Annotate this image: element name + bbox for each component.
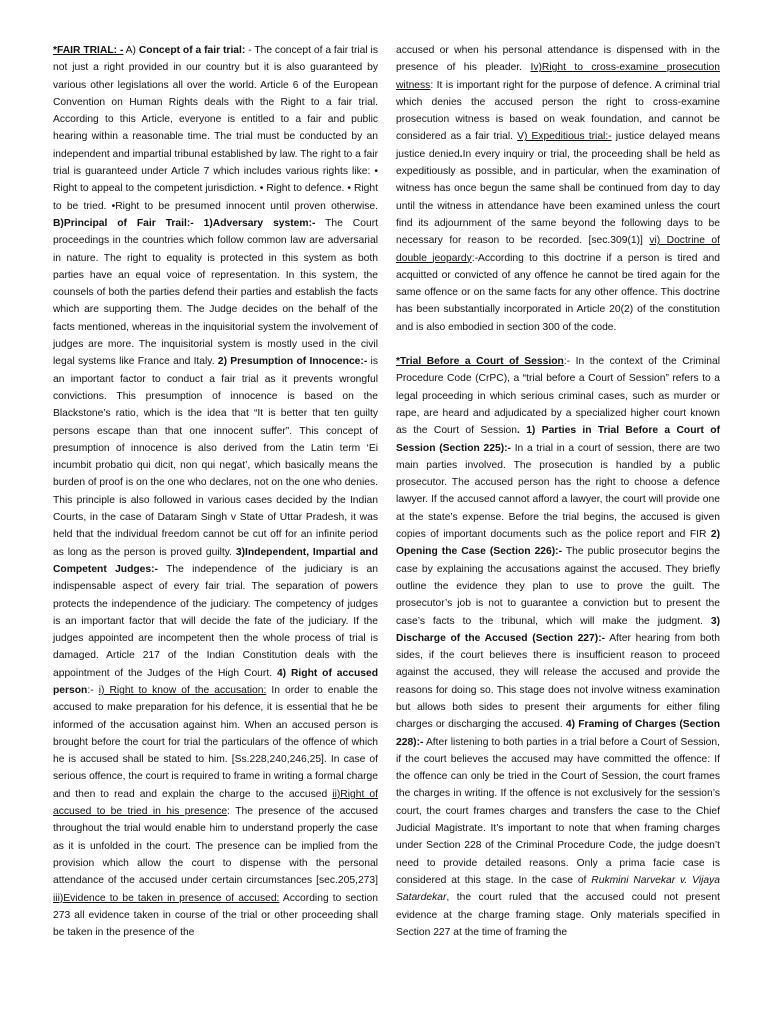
text-run: - The concept of a fair trial is not just a right provided in our country but it is also guaranteed by various other legislations all over the world. Article 6 of the European Convention on Human Rights deals with the Right to a fair trial. According to this Article, everyone is entitled to a fair and public hearing within a reasonable time. The trial must be conducted by an independent and impartial tribunal established by law. The right to a fair trial is guaranteed under Article 7 which includes various rights like: • Right to appeal to the competent jurisdiction. • Right to defence. • Right to be tried. •Right to be presumed innocent until proven otherwise. (53, 45, 378, 212)
text-run: . (459, 148, 463, 160)
text-run: *FAIR TRIAL: - (53, 45, 124, 56)
text-run: justice delayed means justice denied (396, 131, 720, 160)
text-run: *Trial Before a Court of Session (396, 356, 564, 368)
text-run: 2) Opening the Case (Section 226):- (396, 529, 720, 558)
text-run: After listening to both parties in a trial before a Court of Session, if the court believes the accused may have committed the offence: If the offence can only be tried in the Court of Session, the court frames the charges in writing. If the offence is not exclusively for the session’s court, the court frames charges and transfers the case to the Chief Judicial Magistrate. It’s important to note that when framing charges under Section 228 of the Criminal Procedure Code, the judge doesn’t need to provide detailed reasons. Only a prima facie case is considered at this stage. In the case of (396, 736, 720, 886)
text-run: According to section 273 all evidence taken in course of the trial or other proceeding shall be taken in the presence of the (53, 892, 378, 939)
text-run: is an important factor to conduct a fair trial as it prevents wrongful convictions. This presumption of innocence is based on the Blackstone’s ratio, which is the idea that “It is better that ten guilty persons escape than that one innocent suffer”. This concept of presumption of innocence is also derived from the Latin term ‘Ei incumbit probatio qui dicit, non qui negat’, which basically means the burden of proof is on the one who declares, not on the one who denies. This principle is also followed in various cases decided by the Indian Courts, in the case of Dataram Singh v State of Uttar Pradesh, it was held that the individual freedom cannot be cut off for an infinite period as long as the person is proved guilty. (53, 356, 378, 558)
text-run: 4) Right of accused person (53, 667, 378, 696)
text-run: The independence of the judiciary is an indispensable aspect of every fair trial. The separation of powers protects the independence of the judiciary. The competency of judges is an important factor that will decide the fate of the judiciary. If the judges appointed are incompetent then the whole process of trial is damaged. Article 217 of the Indian Constitution deals with the appointment of the Judges of the High Court. (53, 563, 378, 679)
text-run: :- In the context of the Criminal Procedure Code (CrPC), a “trial before a Court of Session” refers to a legal proceeding in which serious criminal cases, such as murder or rape, are heard and adjudicated by a specialized higher court known as the Court of Session (396, 356, 720, 437)
text-run: In every inquiry or trial, the proceeding shall be held as expeditiously as possible, and in particular, when the examination of witness has once begun the same shall be continued from day to day until the witness in attendance have been examined unless the court find its adjournment of the same beyond the following days to be necessary for reason to be recorded. [sec.309(1)] (396, 148, 720, 247)
text-run: Concept of a fair trial: (138, 45, 246, 56)
text-run: ii)Right of accused to be tried in his presence (53, 788, 379, 818)
text-run: Rukmini Narvekar v. Vijaya Satardekar (396, 874, 720, 904)
fair-trial-paragraph (53, 42, 378, 941)
text-run: . 1) Parties in Trial Before a Court of Session (Section 225):- (396, 425, 720, 454)
text-run: accused or when his personal attendance is dispensed with in the presence of his pleader. (396, 45, 720, 74)
text-run: , the court ruled that the accused could not present evidence at the charge framing stage. Only materials specified in Section 227 at the time of framing the (396, 892, 720, 938)
text-run: :-According to this doctrine if a person is tired and acquitted or convicted of any offence he cannot be tired again for the same offence or on the same facts for any other offence. This doctrine has been substantially incorporated in Article 20(2) of the constitution and is also embodied in section 300 of the code. (396, 252, 721, 333)
right-column (396, 42, 720, 941)
text-run: In order to enable the accused to make preparation for his defence, it is essential that he be informed of the accusation against him. When an accused person is brought before the court for trial the particulars of the offence of which he is accused shall be stated to him. [Ss.228,240,246,25]. In case of serious offence, the court is required to frame in writing a formal charge and then to read and explain the charge to the accused (53, 684, 378, 800)
text-run: 2) Presumption of Innocence:- (217, 356, 368, 368)
text-run: After hearing from both sides, if the court believes there is insufficient reason to proceed against the accused, they will release the accused and provide the reasons for doing so. This stage does not involve witness examination but allows both sides to present their arguments for either filing charges or discharging the accused. (396, 632, 721, 731)
text-run: 4) Framing of Charges (Section 228):- (396, 719, 720, 748)
left-column (53, 42, 378, 941)
text-run: : The presence of the accused throughout the trial would enable him to understand properly the case as it is unfolded in the court. The presence can be implied from the provision which allow the court to dispense with the personal attendance of the accused under certain circumstances [sec.205,273] (53, 806, 379, 887)
text-run: vi) Doctrine of double jeopardy (396, 235, 720, 264)
text-run: A) (123, 45, 139, 56)
rights-continued-paragraph (396, 42, 720, 336)
text-run: 3) Discharge of the Accused (Section 227):- (396, 615, 720, 644)
text-run: The public prosecutor begins the case by explaining the accusations against the accused. They briefly outline the evidence they plan to use to prove the guilt. The prosecutor’s job is not to guarantee a conviction but to present the case’s facts to the tribunal, which will make the judgment. (396, 546, 720, 627)
text-run: 3)Independent, Impartial and Competent Judges:- (53, 546, 379, 575)
text-run: V) Expeditious trial:- (517, 131, 612, 143)
text-run: :- (87, 684, 99, 696)
text-run: : It is important right for the purpose of defence. A criminal trial which denies the accused person the right to cross-examine prosecution witness is based on weak foundation, and cannot be considered as a fair trial. (396, 79, 720, 143)
text-run: In a trial in a court of session, there are two main parties involved. The prosecution is handled by a public prosecutor. The accused person has the right to choose a defence lawyer. If the accused cannot afford a lawyer, the court will provide one at the state’s expense. Before the trial begins, the accused is given copies of important documents such as the police report and FIR (396, 442, 720, 541)
paragraph-gap (396, 336, 720, 353)
text-run: i) Right to know of the accusation: (98, 684, 267, 696)
text-run: iii)Evidence to be taken in presence of accused: (53, 892, 280, 904)
text-run: The Court proceedings in the countries which follow common law are adversarial in nature. The right to equality is protected in this system as both parties have an equal voice of representation. In this system, the counsels of both the parties defend their parties and establish the facts which are supporting them. The Judge decides on the behalf of the facts mentioned, whereas in the inquisitorial system the involvement of judges are more. The inquisitorial system is mostly used in the civil legal systems like France and Italy. (53, 217, 378, 368)
text-run: B)Principal of Fair Trail:- 1)Adversary system:- (53, 217, 316, 229)
text-run: Iv)Right to cross-examine prosecution witness (396, 62, 720, 91)
court-of-session-paragraph (396, 353, 720, 941)
